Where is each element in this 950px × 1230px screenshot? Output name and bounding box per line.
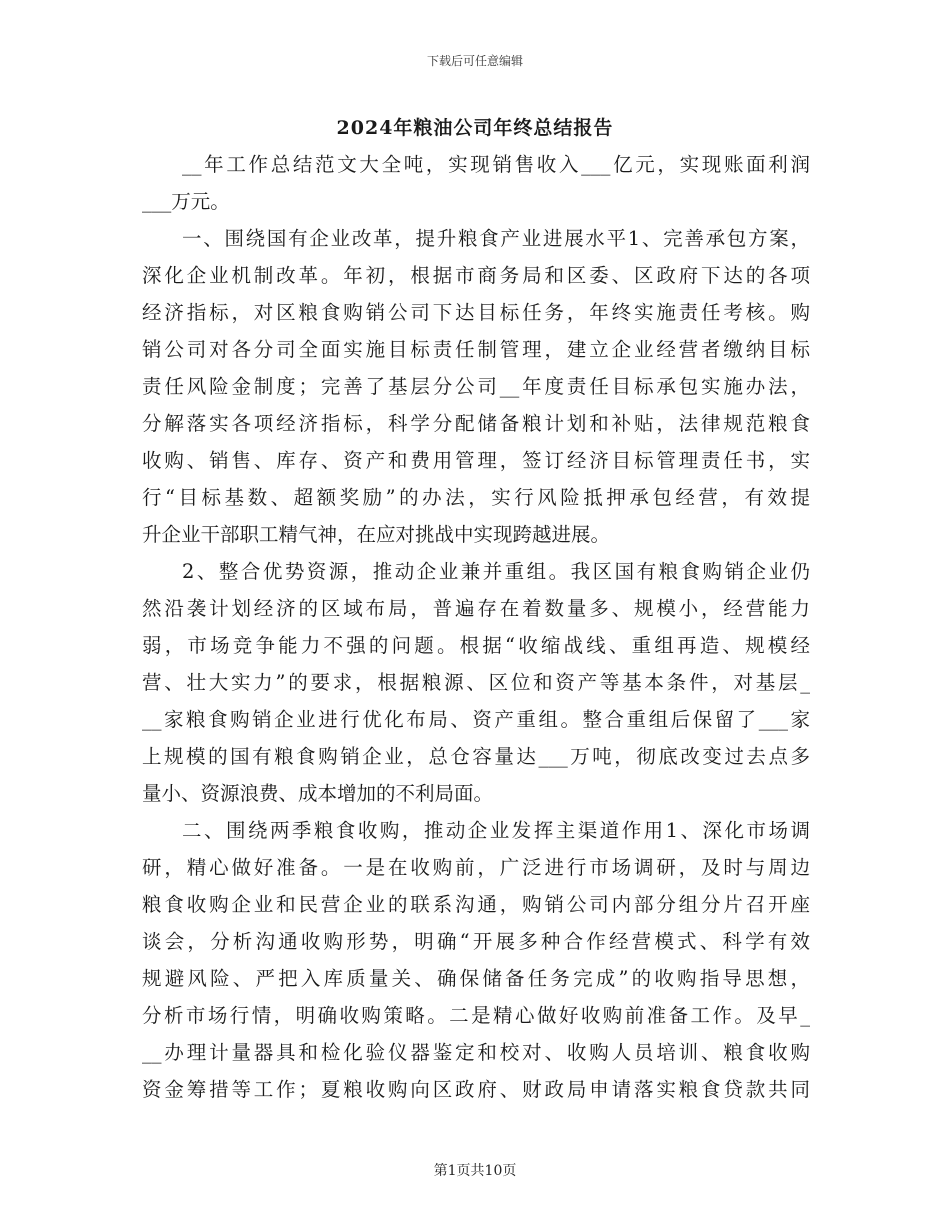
body-text-line: 责任风险金制度；完善了基层分公司__年度责任目标承包实施办法， [142,375,810,398]
body-text-line: 经济指标，对区粮食购销公司下达目标任务，年终实施责任考核。购 [142,301,810,324]
body-text-line: 升企业干部职工精气神，在应对挑战中实现跨越进展。 [142,523,611,546]
body-text-line: 规避风险、严把入库质量关、确保储备任务完成”的收购指导思想， [142,967,810,990]
page-footer: 第1页共10页 [433,1163,517,1179]
document-body [142,146,810,1108]
header-note: 下载后可任意编辑 [426,54,523,68]
body-text-line: __家粮食购销企业进行优化布局、资产重组。整合重组后保留了___家 [142,708,810,731]
body-text-line: 销公司对各分司全面实施目标责任制管理，建立企业经营者缴纳目标 [142,338,810,361]
body-text-line: 然沿袭计划经济的区域布局，普遍存在着数量多、规模小，经营能力 [142,597,810,620]
body-text-line: 深化企业机制改革。年初，根据市商务局和区委、区政府下达的各项 [142,264,810,287]
body-text-line: 一、围绕国有企业改革，提升粮食产业进展水平1、完善承包方案， [182,227,810,250]
body-text-line: 量小、资源浪费、成本增加的不利局面。 [142,782,494,805]
body-text-line: __办理计量器具和检化验仪器鉴定和校对、收购人员培训、粮食收购 [142,1041,810,1064]
body-text-line: 弱，市场竞争能力不强的问题。根据“收缩战线、重组再造、规模经 [142,634,810,657]
body-text-line: 资金筹措等工作；夏粮收购向区政府、财政局申请落实粮食贷款共同 [142,1078,810,1101]
body-text-line: ___万元。 [142,190,230,213]
body-text-line: 收购、销售、库存、资产和费用管理，签订经济目标管理责任书，实 [142,449,810,472]
body-text-line: 上规模的国有粮食购销企业，总仓容量达___万吨，彻底改变过去点多 [142,745,810,768]
body-text-line: 行“目标基数、超额奖励”的办法，实行风险抵押承包经营，有效提 [142,486,810,509]
body-text-line: 粮食收购企业和民营企业的联系沟通，购销公司内部分组分片召开座 [142,893,810,916]
body-text-line: 分析市场行情，明确收购策略。二是精心做好收购前准备工作。及早_ [142,1004,810,1027]
body-text-line: 分解落实各项经济指标，科学分配储备粮计划和补贴，法律规范粮食 [142,412,810,435]
body-text-line: 二、围绕两季粮食收购，推动企业发挥主渠道作用1、深化市场调 [182,819,810,842]
body-text-line: 研，精心做好准备。一是在收购前，广泛进行市场调研，及时与周边 [142,856,810,879]
body-text-line: 谈会，分析沟通收购形势，明确“开展多种合作经营模式、科学有效 [142,930,810,953]
body-text-line: 2、整合优势资源，推动企业兼并重组。我区国有粮食购销企业仍 [182,560,810,583]
body-text-line: __年工作总结范文大全吨，实现销售收入___亿元，实现账面利润 [182,153,810,176]
body-text-line: 营、壮大实力”的要求，根据粮源、区位和资产等基本条件，对基层_ [142,671,810,694]
document-title: 2024年粮油公司年终总结报告 [336,117,614,139]
